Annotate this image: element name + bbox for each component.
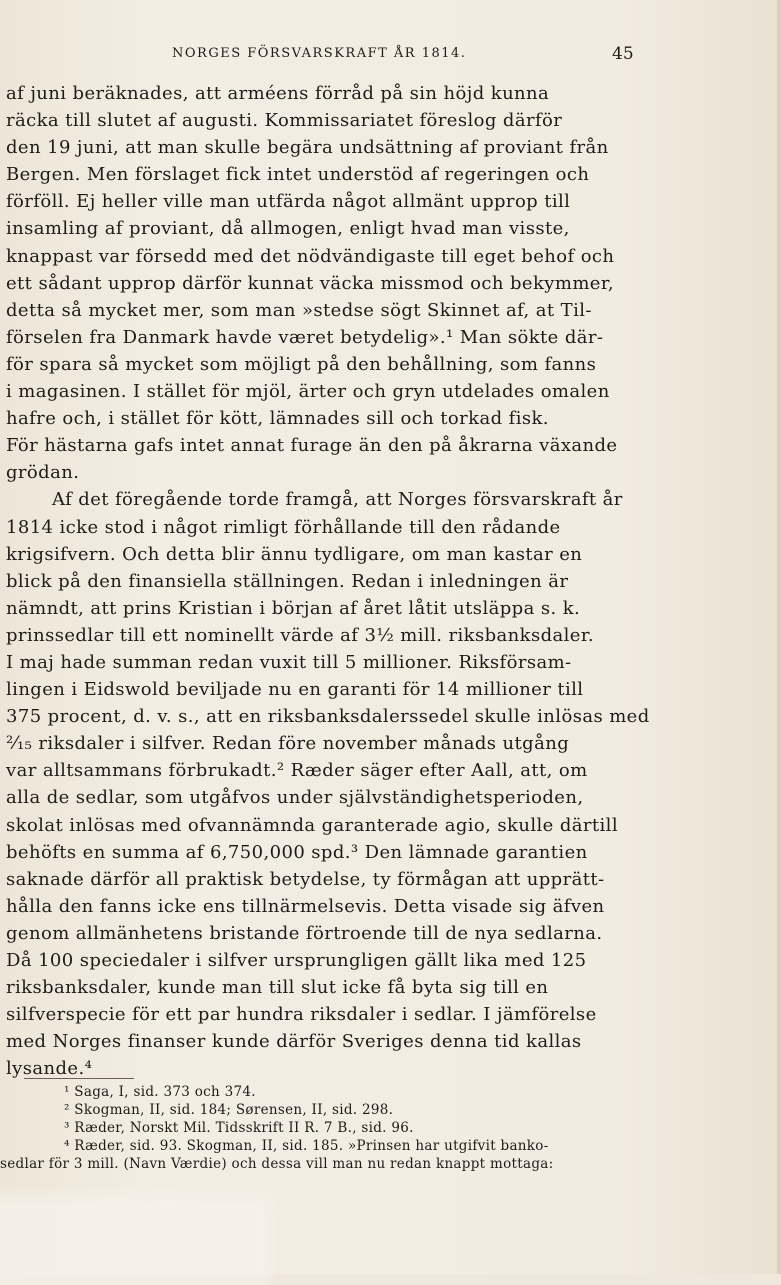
text-line: knappast var försedd med det nödvändigaste till eget behof och	[6, 245, 615, 267]
text-line: förföll. Ej heller ville man utfärda något allmänt upprop till	[6, 191, 571, 213]
text-line: Bergen. Men förslaget fick intet understöd af regeringen och	[6, 164, 590, 186]
paper-stain	[0, 1195, 270, 1285]
text-line: ett sådant upprop därför kunnat väcka missmod och bekymmer,	[6, 272, 615, 294]
text-line: prinssedlar till ett nominellt värde af 3½ mill. riksbanksdaler.	[6, 624, 595, 646]
text-line: Då 100 speciedaler i silfver ursprungligen gällt lika med 125	[6, 950, 587, 971]
text-line: detta så mycket mer, som man »stedse sögt Skinnet af, at Til-	[6, 299, 592, 321]
text-line: krigsifvern. Och detta blir ännu tydligare, om man kastar en	[6, 543, 583, 565]
text-line: saknade därför all praktisk betydelse, ty förmågan att upprätt-	[6, 868, 605, 890]
text-line: den 19 juni, att man skulle begära undsättning af proviant från	[6, 137, 609, 159]
footnote-2: ² Skogman, II, sid. 184; Sørensen, II, sid. 298.	[64, 1102, 394, 1118]
text-line: lingen i Eidswold beviljade nu en garanti för 14 millioner till	[6, 679, 584, 701]
text-line: var alltsammans förbrukadt.² Ræder säger efter Aall, att, om	[6, 760, 588, 782]
text-line: hafre och, i stället för kött, lämnades sill och torkad fisk.	[6, 408, 549, 430]
text-line: räcka till slutet af augusti. Kommissariatet föreslog därför	[6, 110, 563, 132]
text-line: ²⁄₁₅ riksdaler i silfver. Redan före november månads utgång	[6, 733, 570, 755]
footnote-1: ¹ Saga, I, sid. 373 och 374.	[64, 1084, 256, 1100]
footnote-4-continuation: sedlar för 3 mill. (Navn Værdie) och dessa vill man nu redan knappt mottaga:	[0, 1156, 554, 1172]
text-line: lysande.⁴	[6, 1058, 93, 1080]
footnotes	[0, 1078, 674, 1173]
text-line: behöfts en summa af 6,750,000 spd.³ Den lämnade garantien	[6, 841, 588, 863]
text-line: insamling af proviant, då allmogen, enligt hvad man visste,	[6, 218, 570, 240]
text-line: skolat inlösas med ofvannämnda garanterade agio, skulle därtill	[6, 814, 618, 836]
text-line: förselen fra Danmark havde været betydelig».¹ Man sökte där-	[6, 326, 604, 348]
page-number: 45	[612, 44, 634, 64]
footnote-rule	[24, 1078, 134, 1079]
text-line: hålla den fanns icke ens tillnärmelsevis. Detta visade sig äfven	[6, 895, 605, 917]
text-line: genom allmänhetens bristande förtroende till de nya sedlarna.	[6, 922, 603, 944]
body-text	[6, 80, 676, 1082]
footnote-3: ³ Ræder, Norskt Mil. Tidsskrift II R. 7 B., sid. 96.	[64, 1120, 414, 1136]
page-edge	[777, 0, 781, 1274]
text-line: grödan.	[6, 462, 80, 484]
text-line: blick på den finansiella ställningen. Redan i inledningen är	[6, 570, 569, 592]
text-line: nämndt, att prins Kristian i början af året låtit utsläppa s. k.	[6, 597, 581, 619]
text-line: af juni beräknades, att arméens förråd på sin höjd kunna	[6, 83, 550, 104]
running-title: NORGES FÖRSVARSKRAFT ÅR 1814.	[172, 46, 467, 61]
footnote-4: ⁴ Ræder, sid. 93. Skogman, II, sid. 185. »Prinsen har utgifvit banko-	[64, 1138, 549, 1154]
text-line: riksbanksdaler, kunde man till slut icke få byta sig till en	[6, 977, 549, 999]
text-line: 375 procent, d. v. s., att en riksbanksdalerssedel skulle inlösas med	[6, 706, 650, 728]
text-line: med Norges finanser kunde därför Sveriges denna tid kallas	[6, 1031, 582, 1053]
paragraph-start-line: Af det föregående torde framgå, att Norges försvarskraft år	[52, 489, 623, 511]
text-line: I maj hade summan redan vuxit till 5 millioner. Riksförsam-	[6, 651, 572, 673]
text-line: 1814 icke stod i något rimligt förhållande till den rådande	[6, 516, 561, 538]
text-line: i magasinen. I stället för mjöl, ärter och gryn utdelades omalen	[6, 381, 610, 403]
text-line: alla de sedlar, som utgåfvos under självständighetsperioden,	[6, 787, 584, 809]
text-line: silfverspecie för ett par hundra riksdaler i sedlar. I jämförelse	[6, 1004, 597, 1026]
running-header	[0, 44, 781, 66]
text-line: för spara så mycket som möjligt på den behållning, som fanns	[6, 353, 597, 375]
text-line: För hästarna gafs intet annat furage än den på åkrarna växande	[6, 435, 618, 457]
